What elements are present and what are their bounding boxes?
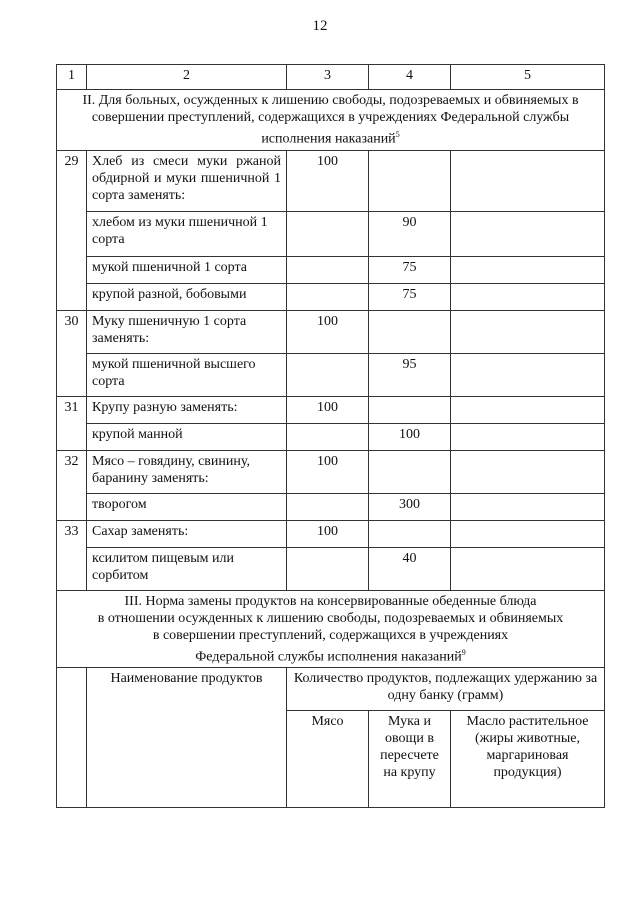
col3-value (287, 423, 369, 450)
product-name: Сахар заменять: (87, 520, 287, 547)
table-row (57, 283, 605, 310)
product-name: Мясо – говядину, свинину, баранину заменять: (87, 450, 287, 493)
col5-value (451, 283, 605, 310)
flour-veg-header: Мука и овощи в пересчете на крупу (369, 711, 451, 808)
col3-value (287, 493, 369, 520)
table-row (57, 423, 605, 450)
product-name: творогом (87, 493, 287, 520)
table-row (57, 547, 605, 590)
quantity-header: Количество продуктов, подлежащих удержанию за одну банку (грамм) (287, 668, 605, 711)
column-number: 5 (451, 65, 605, 90)
col3-value (287, 547, 369, 590)
section-3-title-line: в отношении осужденных к лишению свободы, подозреваемых и обвиняемых (97, 610, 564, 626)
column-number: 4 (369, 65, 451, 90)
product-name: крупой разной, бобовыми (87, 283, 287, 310)
table-row (57, 493, 605, 520)
col5-value (451, 423, 605, 450)
col3-value: 100 (287, 150, 369, 211)
table-row (57, 310, 605, 353)
product-name-header: Наименование продуктов (87, 668, 287, 808)
column-number: 3 (287, 65, 369, 90)
row-number: 31 (57, 396, 87, 450)
section-3-title (57, 590, 605, 668)
section-2-row (57, 90, 605, 151)
col3-value (287, 283, 369, 310)
col5-value (451, 396, 605, 423)
col5-value (451, 353, 605, 396)
col4-value: 300 (369, 493, 451, 520)
col4-value: 100 (369, 423, 451, 450)
col5-value (451, 520, 605, 547)
table-row (57, 520, 605, 547)
substitution-table (56, 64, 605, 808)
col4-value: 95 (369, 353, 451, 396)
col4-value (369, 520, 451, 547)
section-3-title-line: Федеральной службы исполнения наказаний$^9$ (195, 647, 466, 665)
section-3-header-row (57, 668, 605, 711)
col3-value: 100 (287, 520, 369, 547)
row-number: 32 (57, 450, 87, 520)
col5-value (451, 547, 605, 590)
col3-value: 100 (287, 450, 369, 493)
row-number: 30 (57, 310, 87, 396)
col3-value (287, 256, 369, 283)
col3-value: 100 (287, 396, 369, 423)
product-name: Крупу разную заменять: (87, 396, 287, 423)
col4-value (369, 396, 451, 423)
col3-value (287, 211, 369, 256)
table-row (57, 150, 605, 211)
table-row (57, 256, 605, 283)
column-number-row (57, 65, 605, 90)
col5-value (451, 493, 605, 520)
section-3-title-line: в совершении преступлений, содержащихся в учреждениях (152, 627, 509, 643)
table-row (57, 211, 605, 256)
section-3-row (57, 590, 605, 668)
col3-value (287, 353, 369, 396)
col5-value (451, 310, 605, 353)
page-number: 12 (312, 18, 328, 34)
footnote-ref: 9 (461, 647, 466, 657)
col5-value (451, 150, 605, 211)
col4-value (369, 150, 451, 211)
col3-value: 100 (287, 310, 369, 353)
col5-value (451, 256, 605, 283)
row-number: 33 (57, 520, 87, 590)
empty-cell (57, 668, 87, 808)
product-name: ксилитом пищевым или сорбитом (87, 547, 287, 590)
row-number: 29 (57, 150, 87, 310)
col4-value: 75 (369, 283, 451, 310)
product-name: хлебом из муки пшеничной 1 сорта (87, 211, 287, 256)
col4-value: 75 (369, 256, 451, 283)
col4-value (369, 310, 451, 353)
col4-value: 90 (369, 211, 451, 256)
table-row (57, 450, 605, 493)
product-name: крупой манной (87, 423, 287, 450)
column-number: 1 (57, 65, 87, 90)
product-name: мукой пшеничной 1 сорта (87, 256, 287, 283)
table-row (57, 396, 605, 423)
column-number: 2 (87, 65, 287, 90)
section-2-title: II. Для больных, осужденных к лишению свободы, подозреваемых и обвиняемых в совершении преступлений, содержащихся в учреждениях Федеральной службы исполнения наказаний$^5$ (57, 90, 605, 151)
col5-value (451, 450, 605, 493)
product-name: мукой пшеничной высшего сорта (87, 353, 287, 396)
section-3-title-line: III. Норма замены продуктов на консервированные обеденные блюда (124, 593, 537, 609)
product-name: Хлеб из смеси муки ржаной обдирной и муки пшеничной 1 сорта заменять: (87, 150, 287, 211)
col4-value (369, 450, 451, 493)
table-row (57, 353, 605, 396)
oil-header: Масло растительное (жиры животные, маргариновая продукция) (451, 711, 605, 808)
col5-value (451, 211, 605, 256)
col4-value: 40 (369, 547, 451, 590)
product-name: Муку пшеничную 1 сорта заменять: (87, 310, 287, 353)
meat-header: Мясо (287, 711, 369, 808)
footnote-ref: 5 (395, 130, 400, 139)
